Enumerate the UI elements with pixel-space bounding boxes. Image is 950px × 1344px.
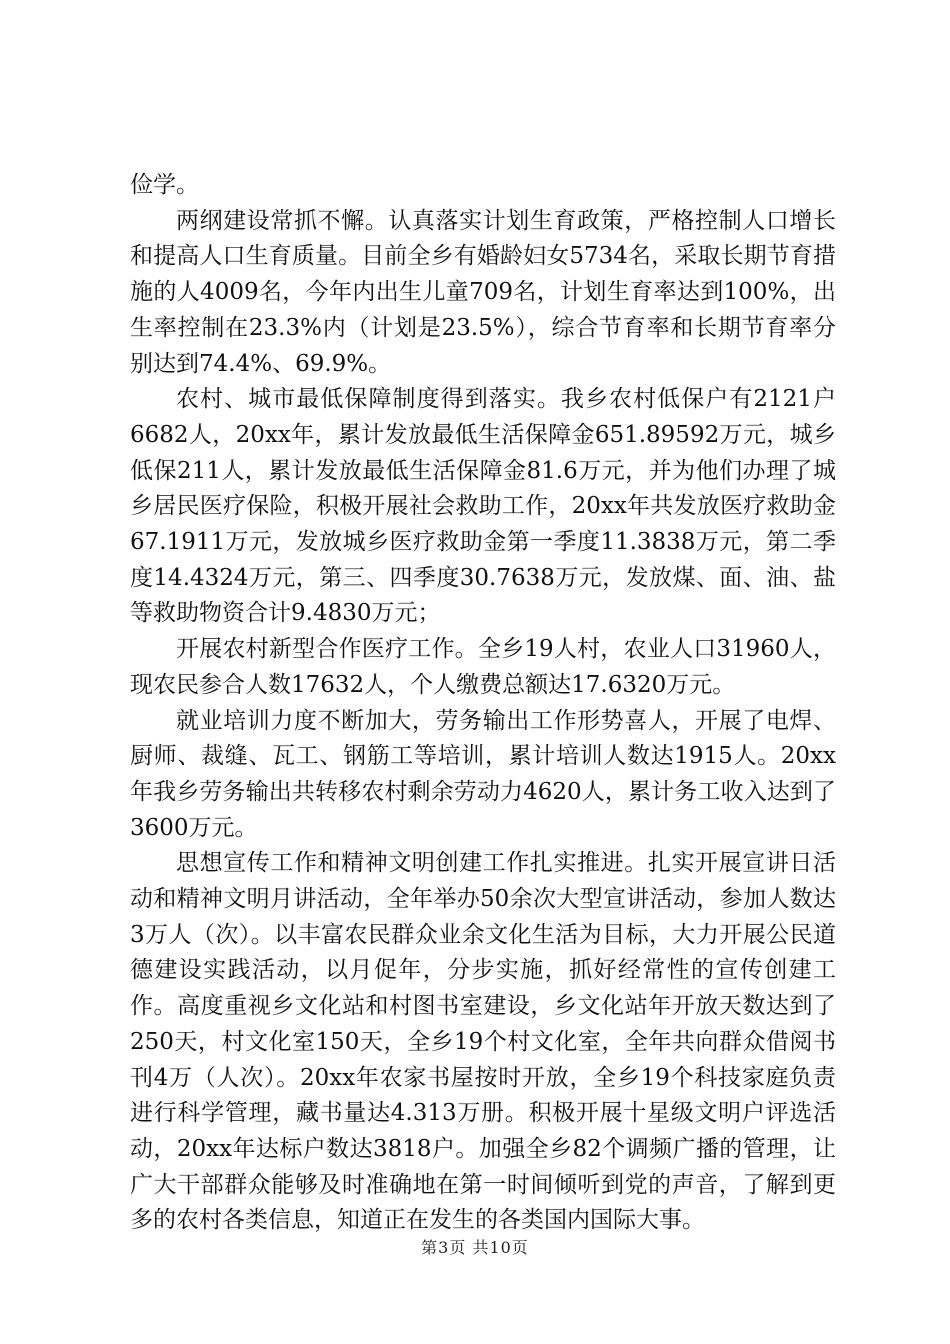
paragraph-cooperative-medical: 开展农村新型合作医疗工作。全乡19人村，农业人口31960人，现农民参合人数17632人，个人缴费总额达17.6320万元。: [130, 636, 836, 698]
paragraph-family-planning: 两纲建设常抓不懈。认真落实计划生育政策，严格控制人口增长和提高人口生育质量。目前全乡有婚龄妇女5734名，采取长期节育措施的人4009名，今年内出生儿童709名，计划生育率达到100%，出生率控制在23.3%内（计划是23.5%），综合节育率和长期节育率分别达到74.4%、69.9%。: [130, 207, 836, 377]
paragraph-minimum-security: 农村、城市最低保障制度得到落实。我乡农村低保户有2121户6682人，20xx年，累计发放最低生活保障金651.89592万元，城乡低保211人，累计发放最低生活保障金81.6万元，并为他们办理了城乡居民医疗保险，积极开展社会救助工作，20xx年共发放医疗救助金67.1911万元，发放城乡医疗救助金第一季度11.3838万元，第二季度14.4324万元，第三、四季度30.7638万元，发放煤、面、油、盐等救助物资合计9.4830万元；: [130, 386, 836, 627]
paragraph-employment-training: 就业培训力度不断加大，劳务输出工作形势喜人，开展了电焊、厨师、裁缝、瓦工、钢筋工等培训，累计培训人数达1915人。20xx年我乡劳务输出共转移农村剩余劳动力4620人，累计务工收入达到了3600万元。: [130, 707, 836, 841]
paragraph-continuation: 俭学。: [130, 172, 199, 198]
document-body: [130, 168, 836, 1239]
paragraph-ideological-publicity: 思想宣传工作和精神文明创建工作扎实推进。扎实开展宣讲日活动和精神文明月讲活动，全年举办50余次大型宣讲活动，参加人数达3万人（次）。以丰富农民群众业余文化生活为目标，大力开展公民道德建设实践活动，以月促年，分步实施，抓好经常性的宣传创建工作。高度重视乡文化站和村图书室建设，乡文化站年开放天数达到了250天，村文化室150天，全乡19个村文化室，全年共向群众借阅书刊4万（人次）。20xx年农家书屋按时开放，全乡19个科技家庭负责进行科学管理，藏书量达4.313万册。积极开展十星级文明户评选活动，20xx年达标户数达3818户。加强全乡82个调频广播的管理，让广大干部群众能够及时准确地在第一时间倾听到党的声音，了解到更多的农村各类信息，知道正在发生的各类国内国际大事。: [130, 850, 836, 1234]
page-number-footer: 第3页 共10页: [421, 1238, 529, 1257]
